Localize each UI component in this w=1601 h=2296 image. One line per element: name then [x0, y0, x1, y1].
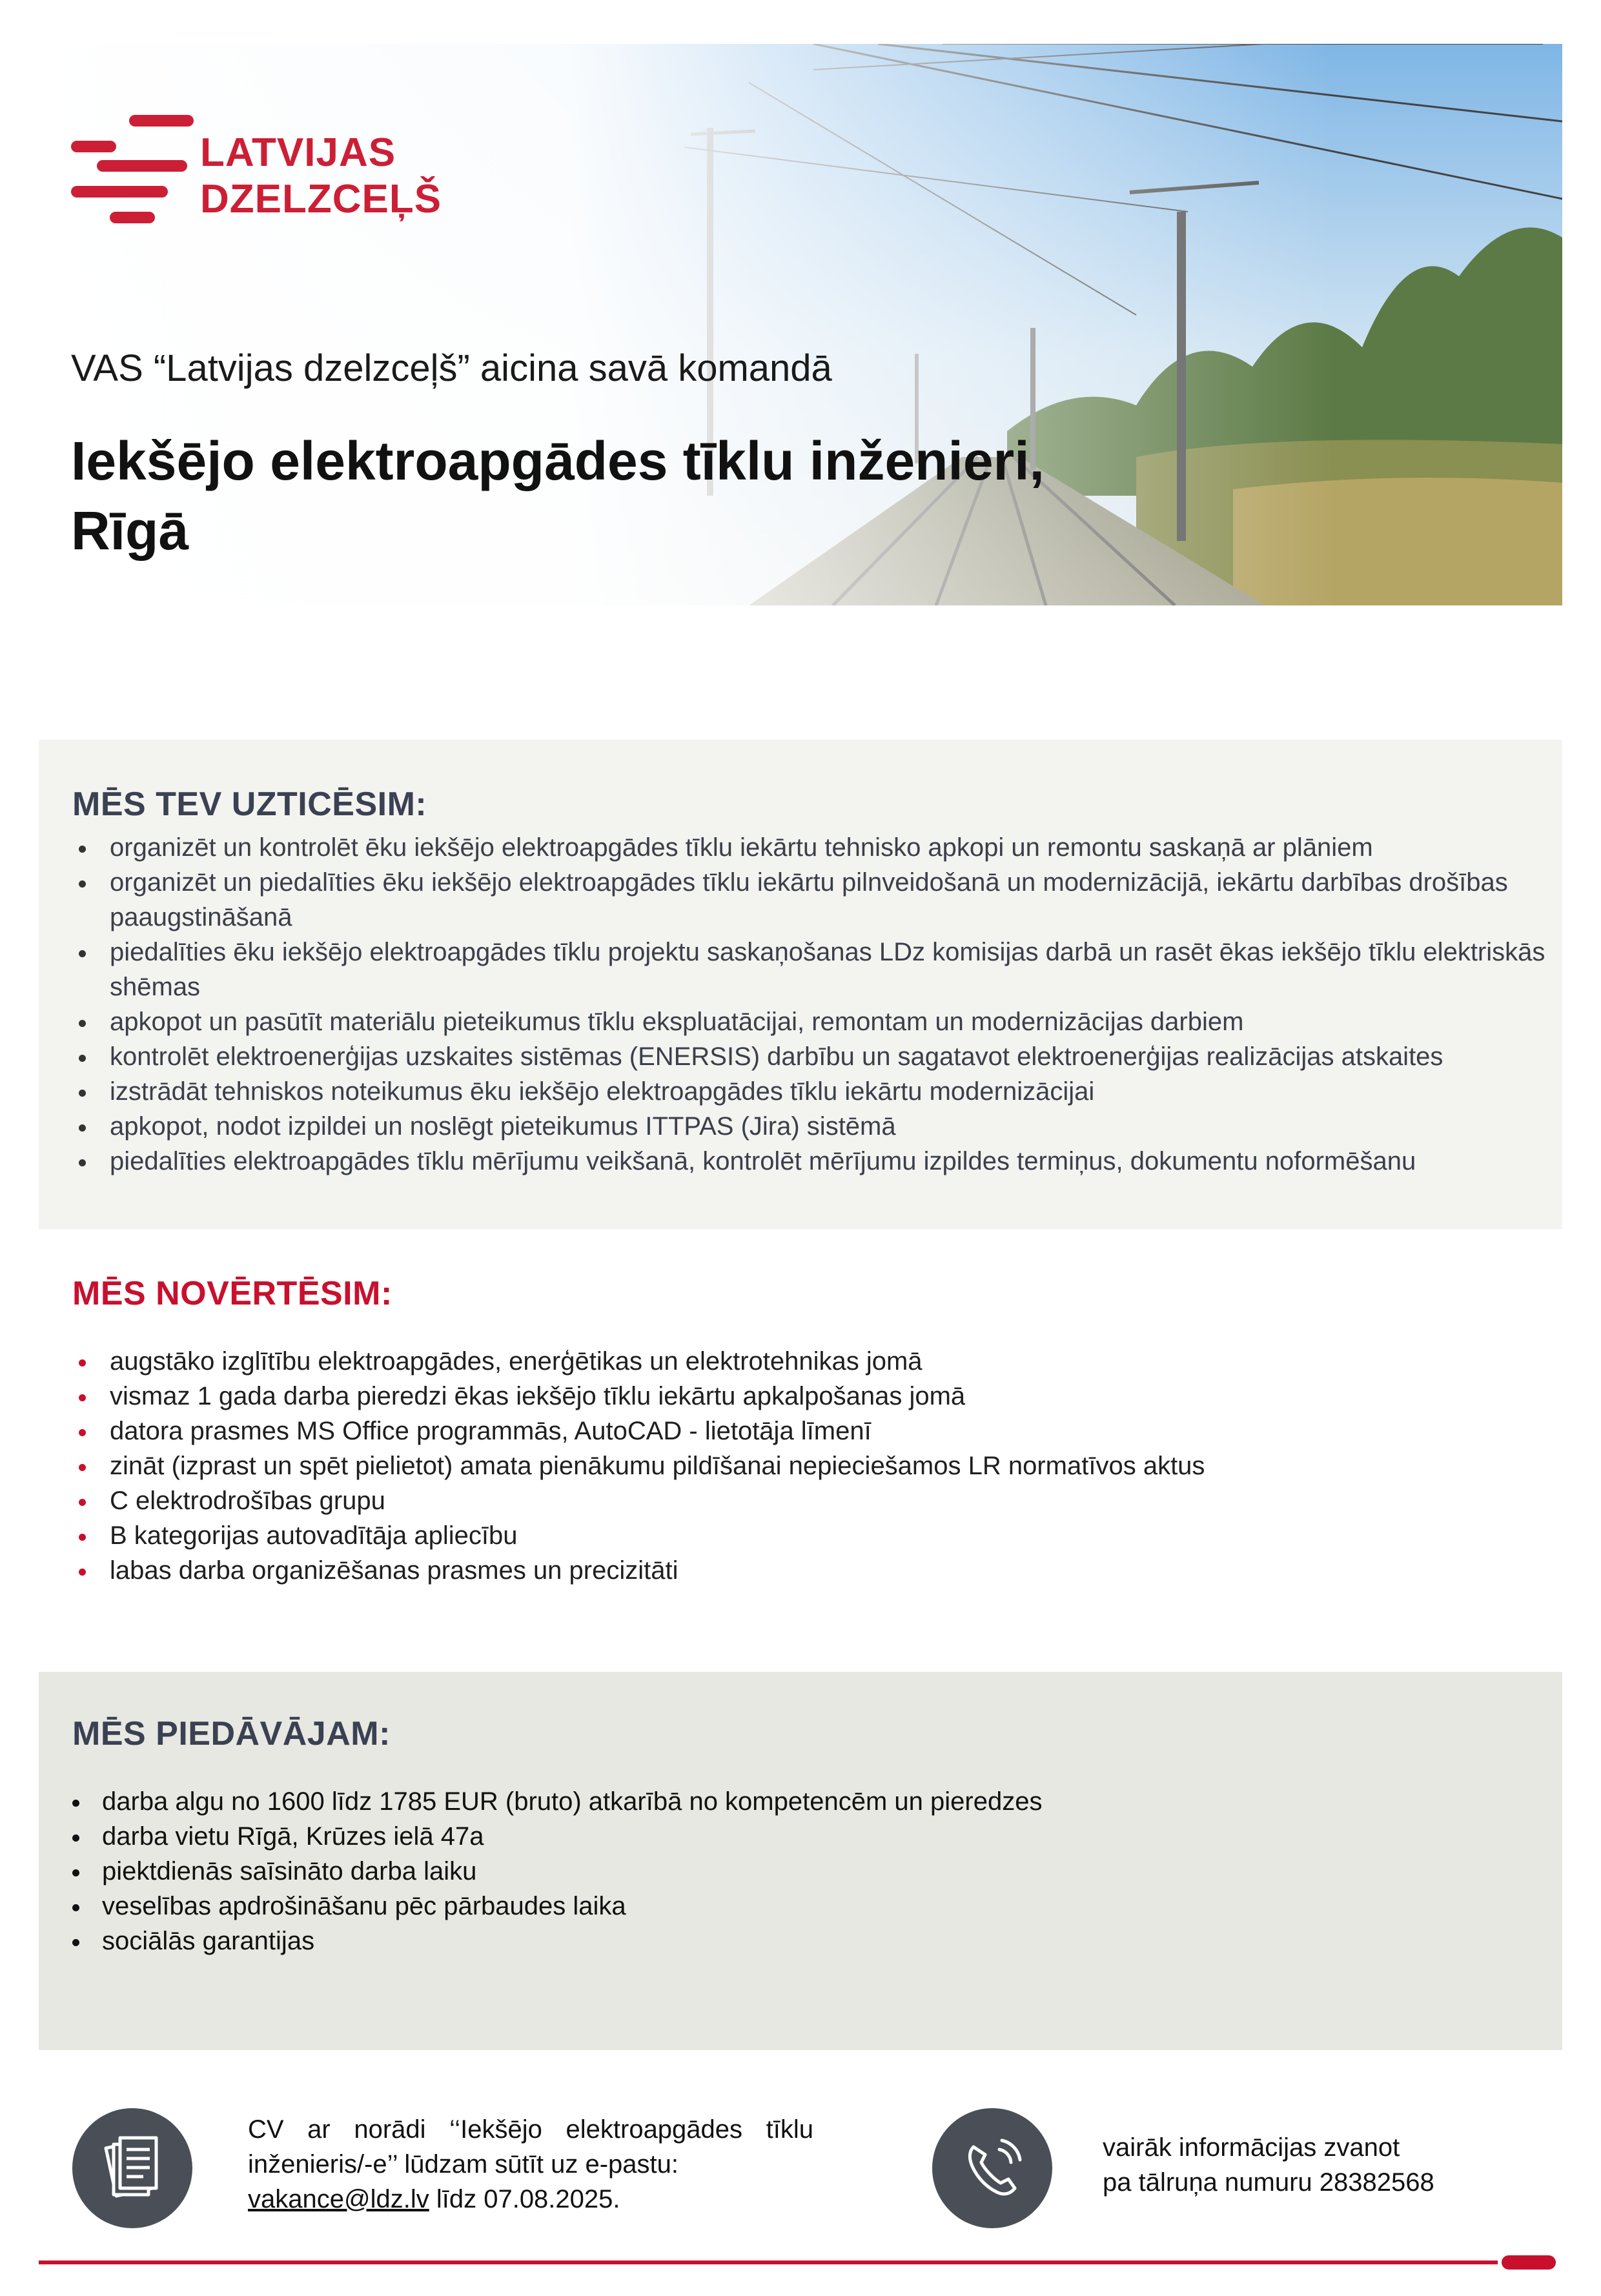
list-item: apkopot, nodot izpildei un noslēgt pieteikumus ITTPAS (Jira) sistēmā [72, 1109, 1549, 1144]
contact-info [1103, 2130, 1516, 2200]
list-item: B kategorijas autovadītāja apliecību [72, 1518, 1549, 1553]
footer-divider [39, 2260, 1498, 2264]
list-item: augstāko izglītību elektroapgādes, enerģētikas un elektrotehnikas jomā [72, 1344, 1549, 1379]
list-item: piektdienās saīsināto darba laiku [72, 1854, 1549, 1889]
list-item: organizēt un piedalīties ēku iekšējo elektroapgādes tīklu iekārtu pilnveidošanā un modernizācijā, iekārtu darbības drošības paaugstināšanā [72, 865, 1549, 935]
job-title [71, 426, 1233, 565]
list-item: sociālās garantijas [72, 1924, 1549, 1958]
benefits-list [72, 1784, 1549, 1958]
list-item: piedalīties elektroapgādes tīklu mērījumu veikšanā, kontrolēt mērījumu izpildes termiņus, dokumentu noformēšanu [72, 1144, 1549, 1179]
list-item: vismaz 1 gada darba pieredzi ēkas iekšējo tīklu iekārtu apkalpošanas jomā [72, 1379, 1549, 1414]
cv-instructions [248, 2112, 813, 2217]
intro-text: VAS “Latvijas dzelzceļš” aicina savā komandā [71, 347, 832, 389]
job-title-line1: Iekšējo elektroapgādes tīklu inženieri, [71, 431, 1045, 491]
list-item: darba algu no 1600 līdz 1785 EUR (bruto) atkarībā no kompetencēm un pieredzes [72, 1784, 1549, 1819]
contact-info-line2: pa tālruņa numuru 28382568 [1103, 2168, 1434, 2197]
footer-accent-pill [1502, 2255, 1556, 2270]
list-item: C elektrodrošības grupu [72, 1483, 1549, 1518]
requirements-list [72, 1344, 1549, 1588]
list-item: izstrādāt tehniskos noteikumus ēku iekšējo elektroapgādes tīklu iekārtu modernizācijai [72, 1074, 1549, 1109]
list-item: apkopot un pasūtīt materiālu pieteikumus tīklu ekspluatācijai, remontam un modernizācijas darbiem [72, 1004, 1549, 1039]
documents-icon [72, 2108, 192, 2228]
list-item: darba vietu Rīgā, Krūzes ielā 47a [72, 1819, 1549, 1854]
list-item: piedalīties ēku iekšējo elektroapgādes tīklu projektu saskaņošanas LDz komisijas darbā un rasēt ēkas iekšējo tīklu elektriskās shēmas [72, 935, 1549, 1004]
requirements-heading: MĒS NOVĒRTĒSIM: [72, 1275, 393, 1312]
job-title-line2: Rīgā [71, 500, 189, 561]
list-item: veselības apdrošināšanu pēc pārbaudes laika [72, 1889, 1549, 1924]
list-item: organizēt un kontrolēt ēku iekšējo elektroapgādes tīklu iekārtu tehnisko apkopi un remontu saskaņā ar plāniem [72, 830, 1549, 865]
logo-stripes-icon [71, 115, 200, 225]
list-item: zināt (izprast un spēt pielietot) amata pienākumu pildīšanai nepieciešamos LR normatīvos aktus [72, 1448, 1549, 1483]
cv-text-after: līdz 07.08.2025. [429, 2185, 620, 2213]
logo-text-line1: LATVIJAS [200, 130, 396, 175]
list-item: kontrolēt elektroenerģijas uzskaites sistēmas (ENERSIS) darbību un sagatavot elektroenerģijas realizācijas atskaites [72, 1039, 1549, 1074]
benefits-heading: MĒS PIEDĀVĀJAM: [72, 1715, 391, 1752]
cv-text-before: CV ar norādi ‘‘Iekšējo elektroapgādes tīklu inženieris/-e’’ lūdzam sūtīt uz e-pastu: [248, 2115, 813, 2179]
responsibilities-section [39, 740, 1562, 1229]
responsibilities-list [72, 830, 1549, 1179]
requirements-section [39, 1229, 1562, 1649]
list-item: labas darba organizēšanas prasmes un precizitāti [72, 1553, 1549, 1588]
list-item: datora prasmes MS Office programmās, AutoCAD - lietotāja līmenī [72, 1414, 1549, 1448]
responsibilities-heading: MĒS TEV UZTICĒSIM: [72, 786, 427, 823]
company-logo [71, 115, 442, 225]
phone-icon [932, 2108, 1052, 2228]
logo-text-line2: DZELZCEĻŠ [200, 177, 442, 221]
benefits-section [39, 1672, 1562, 2050]
contact-info-line1: vairāk informācijas zvanot [1103, 2133, 1400, 2162]
email-link[interactable]: vakance@ldz.lv [248, 2185, 429, 2213]
